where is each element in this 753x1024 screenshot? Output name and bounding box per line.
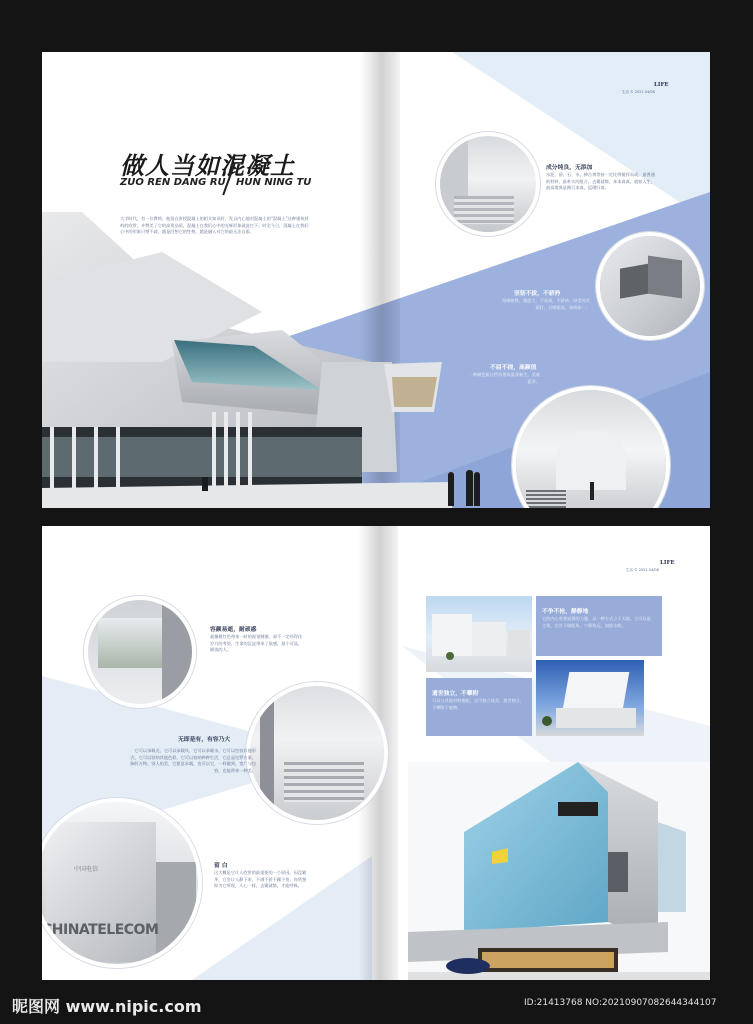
spread2-circle-window	[84, 596, 196, 708]
spread2-block2-text: 它可以承载光，它可以承载风，它可以承载水，它可以包容其他形式，它可以容纳其他色彩，它可以容纳种种生活，它总是包罗万象，胸怀万物。别人的美，它愿意承载，也可以它，一样做到，宽广与包容，也能带来一种美。	[130, 748, 256, 773]
spread1-people-2	[466, 470, 473, 506]
spread2-photo-cantilever	[536, 660, 644, 736]
spread1-block2-heading: 坚韧不拔，不骄矜	[514, 291, 561, 297]
spread1-life-sub: 生活 © 2021 04/08	[622, 90, 655, 94]
spread1-circle-blocks	[596, 232, 704, 340]
spread1-building-photo	[42, 212, 452, 508]
spread2-block3-heading: 留 白	[214, 863, 228, 869]
spread2-circle-telecom	[42, 798, 202, 968]
telecom-building-sign: CHINATELECOM	[42, 922, 159, 938]
spread2-block5-heading: 遗世独立，不攀附	[432, 691, 479, 697]
spread1-title-pinyin-right: HUN NING TU	[236, 177, 312, 188]
watermark-id: ID:21413768 NO:20210907082644344107	[524, 998, 717, 1008]
spread1-title: 做人当如混凝土	[120, 152, 295, 180]
watermark-logo: 昵图网 www.nipic.com	[12, 997, 202, 1016]
spread1-block2-text: 坚硬如铁，强度大，不易损，不骄矜。经受风吹雨打，日晒霜冻，始终如一。	[502, 298, 590, 310]
spread2-life-sub: 生活 © 2021 04/08	[626, 568, 659, 572]
spread2-block4-text: 它的内心有着安静的力量，以一种方式立于天地。它可以是主角，也甘于做配角。宁静致远，如流水般。	[542, 616, 651, 628]
spread2-block4-heading: 不争不抢，静静地	[542, 609, 589, 615]
spread1-block1-heading: 成分纯良，无添加	[546, 165, 593, 171]
spread1-circle-stairs	[436, 132, 540, 236]
spread2-block3-text: 这大概是它让人欣赏的最重要的一个原因，因没繁华，它会让人静下来，不满不骄不躁不怕，你所想即为它所现，人心一样，去繁就简，才能呼吸。	[214, 870, 307, 888]
spread2-block5-text: 可以与其他材料搭配，也可独立成美，遗世独立，不攀附于他物。	[432, 698, 525, 710]
spread-2	[42, 526, 710, 980]
spread1-circle-interior	[512, 386, 670, 508]
spread1-intro: 大学时代，有一位教师，他留在讲授混凝土的相关知识时，发自内心地对混凝土的“混凝土”这种建筑材料的欣赏，并赞美了它的高贵品质，混凝土在我们心中的光辉形象就此打下。时至今日，混凝土在我们心中的形象只增不减，越是回想它的性格，越是融入对它的最无法自拔。	[120, 216, 309, 234]
spread1-people	[448, 472, 454, 506]
spread1-title-pinyin-left: ZUO REN DANG RU	[120, 177, 226, 188]
spread2-life-label: LIFE	[660, 560, 675, 566]
spread2-building-photo	[408, 762, 710, 980]
spread2-block2-heading: 无即是有，有容乃大	[178, 737, 231, 743]
spread-1	[42, 52, 710, 508]
telecom-logo-text: 中国电信	[74, 866, 99, 873]
spread1-block3-heading: 不屈不挠，高颜值	[490, 365, 537, 371]
spread1-people-3	[474, 472, 480, 506]
spread2-block1-text: 就像桃红色带来一时的视觉刺激，却不一定经得住岁月的考验，生命的沉淀带来了质感，最个可品、耐读的人。	[210, 634, 303, 652]
spread1-block1-text: 水泥、砂、石、水，掺合剂等按一定比例搅拌而成。最普通的材料，最朴实的组合。去繁就简，本本真真。就如人生，最高境界是践行本真，返璞归真。	[546, 172, 655, 190]
spread1-block3-text: 一种颜色能让所有建筑重获新生，美观素净。	[468, 372, 540, 384]
spread2-circle-staircase	[246, 682, 388, 824]
spread1-life-label: LIFE	[654, 82, 669, 88]
spread2-block1-heading: 容颜易逝，耐顽惑	[210, 627, 257, 633]
spread2-photo-white-houses	[426, 596, 532, 672]
